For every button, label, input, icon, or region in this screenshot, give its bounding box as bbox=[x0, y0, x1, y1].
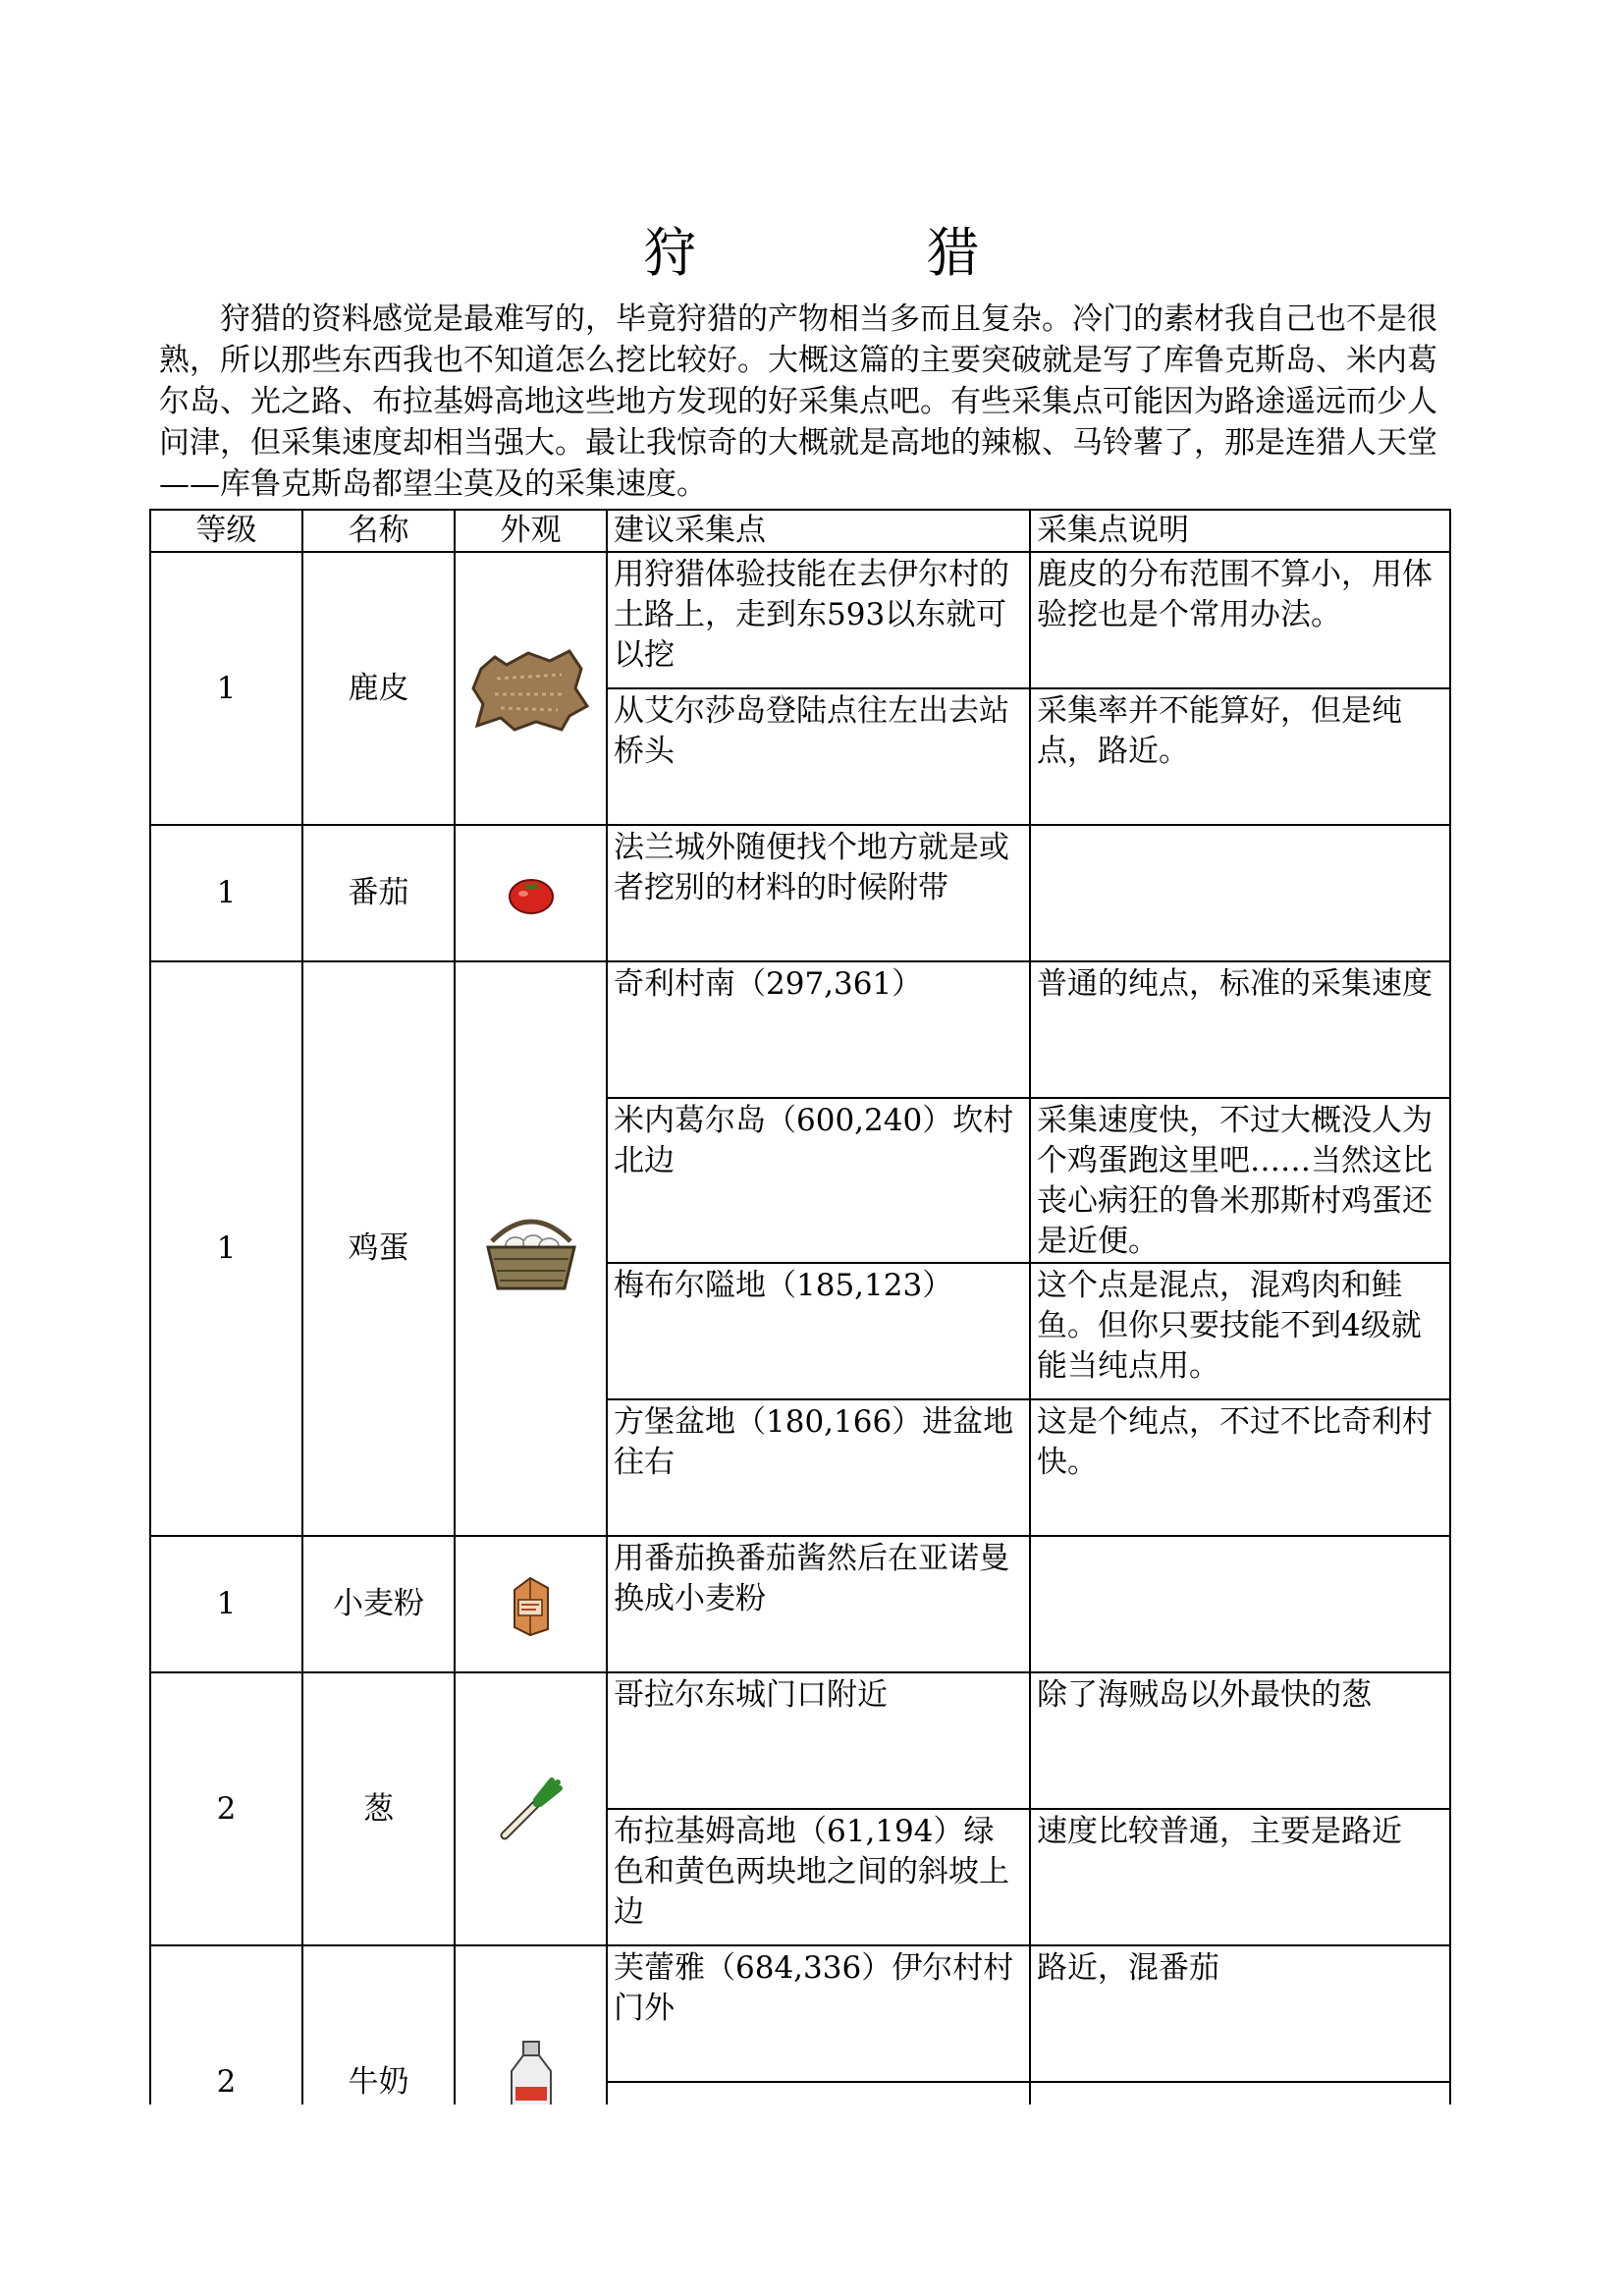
note-cell: 这个点是混点，混鸡肉和鲑鱼。但你只要技能不到4级就能当纯点用。 bbox=[1030, 1263, 1450, 1399]
deer-hide-icon bbox=[467, 639, 595, 738]
location-cell: 从艾尔莎岛登陆点往左出去站桥头 bbox=[607, 688, 1030, 825]
table-row bbox=[150, 1945, 1450, 2082]
table-row bbox=[150, 825, 1450, 961]
header-appearance: 外观 bbox=[455, 510, 607, 552]
note-cell bbox=[1030, 825, 1450, 961]
name-cell: 牛奶 bbox=[302, 1945, 455, 2105]
level-cell: 1 bbox=[150, 552, 302, 825]
name-cell: 葱 bbox=[302, 1672, 455, 1945]
location-cell: 方堡盆地（180,166）进盆地往右 bbox=[607, 1399, 1030, 1536]
location-cell: 米内葛尔岛（600,240）坎村北边 bbox=[607, 1098, 1030, 1263]
scallion-icon bbox=[497, 1775, 566, 1843]
level-cell: 1 bbox=[150, 825, 302, 961]
page-title: 狩 猎 bbox=[643, 222, 1068, 284]
table-row bbox=[150, 1536, 1450, 1672]
appearance-cell bbox=[455, 1672, 607, 1945]
name-cell: 鸡蛋 bbox=[302, 961, 455, 1536]
location-cell bbox=[607, 2082, 1030, 2105]
location-cell: 芙蕾雅（684,336）伊尔村村门外 bbox=[607, 1945, 1030, 2082]
location-cell: 布拉基姆高地（61,194）绿色和黄色两块地之间的斜坡上边 bbox=[607, 1809, 1030, 1945]
appearance-cell bbox=[455, 1945, 607, 2105]
hunting-table bbox=[149, 509, 1451, 2105]
header-name: 名称 bbox=[302, 510, 455, 552]
header-note: 采集点说明 bbox=[1030, 510, 1450, 552]
intro-text: 狩猎的资料感觉是最难写的，毕竟狩猎的产物相当多而且复杂。冷门的素材我自己也不是很熟，所以那些东西我也不知道怎么挖比较好。大概这篇的主要突破就是写了库鲁克斯岛、米内葛尔岛、光之路、布拉基姆高地这些地方发现的好采集点吧。有些采集点可能因为路途遥远而少人问津，但采集速度却相当强大。最让我惊奇的大概就是高地的辣椒、马铃薯了，那是连猎人天堂——库鲁克斯岛都望尘莫及的采集速度。 bbox=[159, 301, 1437, 502]
note-cell: 普通的纯点，标准的采集速度 bbox=[1030, 961, 1450, 1098]
name-cell: 鹿皮 bbox=[302, 552, 455, 825]
location-cell: 用番茄换番茄酱然后在亚诺曼换成小麦粉 bbox=[607, 1536, 1030, 1672]
note-cell: 路近，混番茄 bbox=[1030, 1945, 1450, 2082]
name-cell: 小麦粉 bbox=[302, 1536, 455, 1672]
appearance-cell bbox=[455, 552, 607, 825]
note-cell: 采集速度快，不过大概没人为个鸡蛋跑这里吧……当然这比丧心病狂的鲁米那斯村鸡蛋还是近便。 bbox=[1030, 1098, 1450, 1263]
note-cell: 这是个纯点，不过不比奇利村快。 bbox=[1030, 1399, 1450, 1536]
egg-basket-icon bbox=[482, 1202, 580, 1296]
note-cell: 速度比较普通，主要是路近 bbox=[1030, 1809, 1450, 1945]
table-header-row bbox=[150, 510, 1450, 552]
level-cell: 1 bbox=[150, 961, 302, 1536]
note-cell: 鹿皮的分布范围不算小，用体验挖也是个常用办法。 bbox=[1030, 552, 1450, 688]
appearance-cell bbox=[455, 961, 607, 1536]
note-cell: 采集率并不能算好，但是纯点，路近。 bbox=[1030, 688, 1450, 825]
note-cell bbox=[1030, 2082, 1450, 2105]
location-cell: 奇利村南（297,361） bbox=[607, 961, 1030, 1098]
appearance-cell bbox=[455, 825, 607, 961]
table-row bbox=[150, 961, 1450, 1098]
table-row bbox=[150, 1672, 1450, 1809]
milk-bottle-icon bbox=[502, 2038, 561, 2105]
level-cell: 1 bbox=[150, 1536, 302, 1672]
location-cell: 哥拉尔东城门口附近 bbox=[607, 1672, 1030, 1809]
flour-bag-icon bbox=[507, 1572, 556, 1637]
table-row bbox=[150, 552, 1450, 688]
level-cell: 2 bbox=[150, 1672, 302, 1945]
header-location: 建议采集点 bbox=[607, 510, 1030, 552]
tomato-icon bbox=[507, 872, 556, 915]
header-level: 等级 bbox=[150, 510, 302, 552]
note-cell bbox=[1030, 1536, 1450, 1672]
appearance-cell bbox=[455, 1536, 607, 1672]
level-cell: 2 bbox=[150, 1945, 302, 2105]
note-cell: 除了海贼岛以外最快的葱 bbox=[1030, 1672, 1450, 1809]
location-cell: 用狩猎体验技能在去伊尔村的土路上，走到东593以东就可以挖 bbox=[607, 552, 1030, 688]
name-cell: 番茄 bbox=[302, 825, 455, 961]
location-cell: 法兰城外随便找个地方就是或者挖别的材料的时候附带 bbox=[607, 825, 1030, 961]
location-cell: 梅布尔隘地（185,123） bbox=[607, 1263, 1030, 1399]
